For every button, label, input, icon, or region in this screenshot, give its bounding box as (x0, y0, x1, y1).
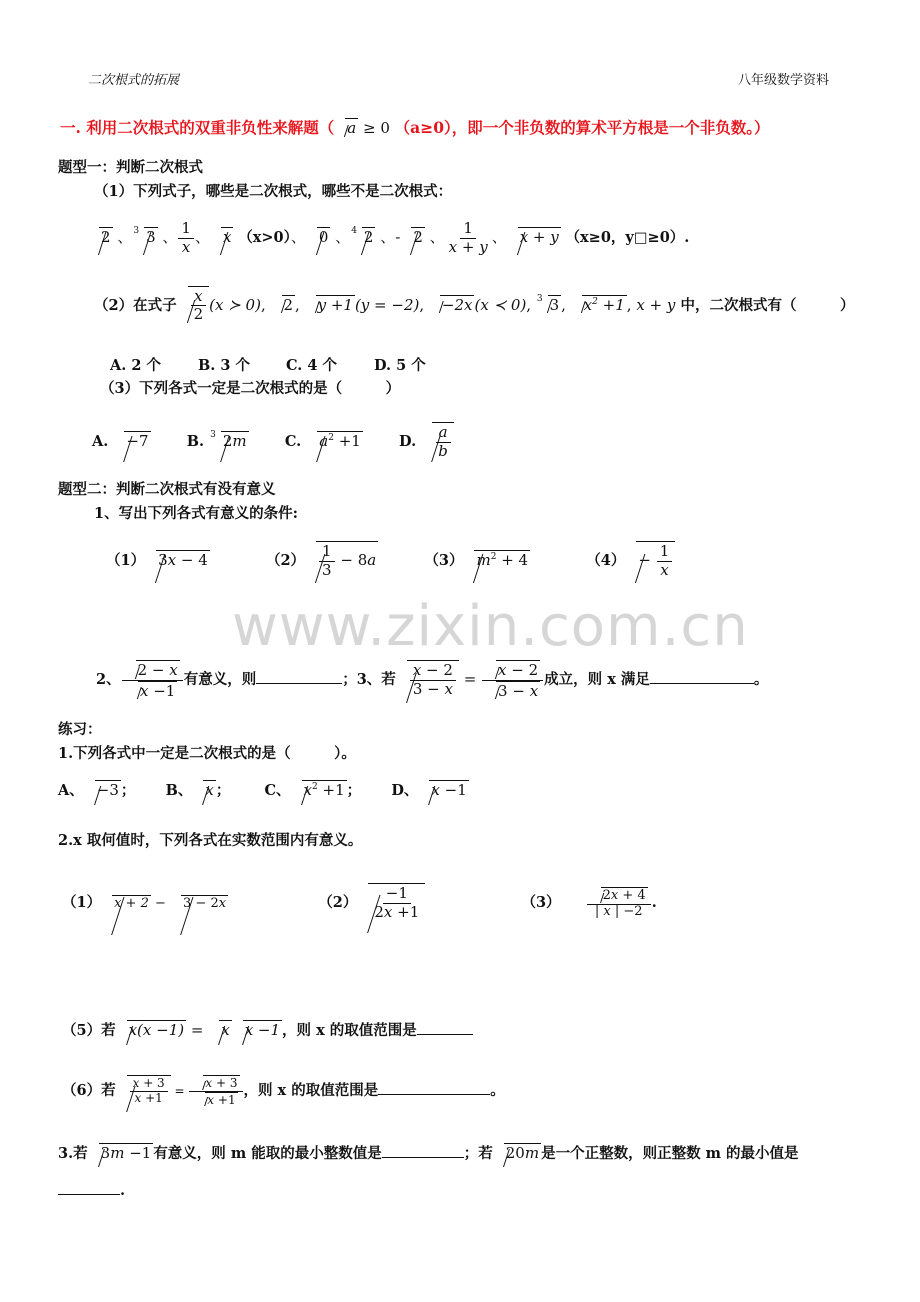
section1-prefix: 一. 利用二次根式的双重非负性来解题（ (60, 118, 335, 137)
type1-q2-option-b: B. 3 个 (198, 357, 250, 374)
type2-q2-q3: 2、 $\frac{2 - x}{x -1}$ 有意义，则 ；3、若 $\frac{x - 2}{3 - x}$ = $\frac{x - 2}{3 - x}$ 成立，则 x 满足 。 (96, 654, 768, 705)
answer-blank[interactable] (58, 1194, 120, 1195)
option-label-b: B. (186, 433, 205, 450)
type1-q2-option-d: D. 5 个 (374, 357, 426, 374)
formula-sqrt-a-nonneg: a ≥ 0 (334, 119, 394, 137)
sub-label-3: （3） (424, 552, 464, 569)
sub-label-2: （2） (318, 894, 358, 911)
answer-blank[interactable] (378, 1094, 490, 1095)
answer-blank[interactable] (417, 1034, 473, 1035)
answer-blank[interactable] (256, 683, 342, 684)
type2-q2-mid: 有意义，则 (183, 671, 257, 688)
type1-q1-tail: （x≥0，y□≥0）. (565, 229, 690, 246)
type1-q3-options: A. −7 B. $^3$ 2m C. $a^2 +1$ D. $\frac{a}{b}$ (92, 413, 454, 464)
section1-suffix: （a≥0），即一个非负数的算术平方根是一个非负数。） (394, 118, 770, 137)
type2-title: 题型二：判断二次根式有没有意义 (58, 481, 276, 498)
option-label-a: A. (92, 433, 109, 450)
type2-q1: 1、写出下列各式有意义的条件: (94, 505, 298, 522)
practice-p2-expressions: （1） x + 2 − 3 − 2x （2） $\frac{-1}{2x +1}$ （3） $\frac{2x + 4}{| x | -2}$ . (62, 870, 657, 936)
option-label-a: A、 (58, 782, 84, 799)
practice-p6-tail: ，则 x 的取值范围是 (243, 1082, 379, 1099)
practice-p6: （6）若 $\frac{x + 3}{x +1}$ = $\frac{x + 3}{x +1}$ ，则 x 的取值范围是 。 (62, 1068, 505, 1113)
type1-q3: （3）下列各式一定是二次根式的是（ ） (100, 380, 401, 397)
type1-q2-tail: 中，二次根式有（ ） (680, 296, 855, 314)
answer-blank[interactable] (382, 1157, 464, 1158)
practice-p3-lead: 3.若 (58, 1145, 88, 1162)
practice-p1: 1.下列各式中一定是二次根式的是（ ）。 (58, 745, 356, 762)
option-label-c: C. (284, 433, 302, 450)
practice-p2: 2.x 取何值时，下列各式在实数范围内有意义。 (58, 832, 363, 849)
type1-q2: （2）在式子 $\frac{x}{2}$ (x ≻ 0), 2 , y +1 (y = −2), −2x (x ≺ 0), $^3$ 3 , $x^2 +1$ , x + y 中，二次根式有（ ） (94, 287, 855, 324)
practice-p3: 3.若 3m −1 有意义，则 m 能取的最小整数值是 ；若 20m 是一个正整数，则正整数 m 的最小值是 (58, 1138, 898, 1169)
watermark: www.zixin.com.cn (232, 594, 749, 659)
type1-q2-lead: （2）在式子 (94, 296, 177, 314)
type1-q1-expressions: 2 、$^3$ 3 、 $\frac{1}{x}$ 、 x （x>0）、 0 、$^4$ 2 、- 2 、 $\frac{1}{x + y}$ 、 x + y （x≥0，y□≥0）. (88, 212, 689, 257)
practice-p3-mid2: ；若 (463, 1145, 493, 1162)
option-label-c: C、 (264, 782, 291, 799)
sub-label-3: （3） (521, 894, 561, 911)
sub-label-4: （4） (586, 552, 626, 569)
section1-heading (60, 116, 770, 138)
practice-p1-options: A、 −3 ； B、 x ； C、 $x^2 +1$ ； D、 x −1 (58, 774, 469, 807)
type1-q1: （1）下列式子，哪些是二次根式，哪些不是二次根式： (94, 183, 453, 200)
practice-p3-line2: . (58, 1180, 125, 1199)
type2-q3-tail: 成立，则 x 满足 (544, 671, 650, 688)
option-label-d: D、 (391, 782, 419, 799)
type1-q2-option-c: C. 4 个 (286, 357, 338, 374)
practice-p5-tail: ，则 x 的取值范围是 (282, 1022, 417, 1039)
option-label-d: D. (399, 433, 417, 450)
type2-q3-lead: ；3、若 (342, 671, 396, 688)
practice-p3-mid: 有意义，则 m 能取的最小整数值是 (153, 1145, 382, 1162)
sub-label-1: （1） (106, 552, 146, 569)
practice-title: 练习： (58, 721, 102, 738)
sub-label-2: （2） (265, 552, 306, 569)
answer-blank[interactable] (650, 683, 754, 684)
type1-q2-option-a: A. 2 个 (110, 357, 161, 374)
type2-q2-lead: 2、 (96, 671, 121, 688)
header-title: 二次根式的拓展 (88, 73, 180, 88)
sub-label-1: （1） (62, 894, 102, 911)
type1-title: 题型一：判断二次根式 (58, 159, 203, 176)
practice-p6-lead: （6）若 (62, 1082, 116, 1099)
type2-q1-expressions: （1） 3x − 4 （2） $\frac{1}{3}$ − 8a （3） $m^2 + 4$ （4） − $\frac{1}{x}$ (106, 536, 675, 585)
header-subject: 八年级数学资料 (738, 73, 830, 88)
practice-p5: （5）若 x(x −1) = x x −1 ，则 x 的取值范围是 (62, 1014, 473, 1047)
practice-p5-lead: （5）若 (62, 1022, 116, 1039)
practice-p3-tail: 是一个正整数，则正整数 m 的最小值是 (541, 1145, 799, 1162)
period: 。 (753, 671, 769, 688)
option-label-b: B、 (165, 782, 193, 799)
